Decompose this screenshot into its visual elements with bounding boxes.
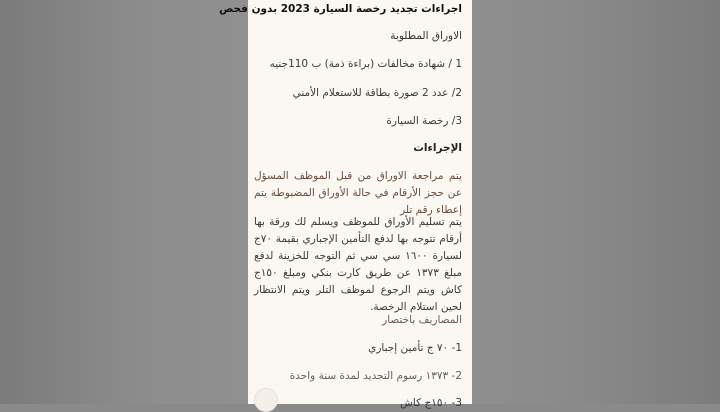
procedure-paragraph-2: يتم تسليم الأوراق للموظف ويسلم لك ورقة بها أرقام تتوجه بها لدفع التأمين الإجباري بقيمة ٧٠ج لسيارة ١٦٠٠ سي سي ثم التوجه للخزينة لدفع مبلغ ١٣٧٣ عن طريق كارت بنكي ومبلغ ١٥٠ج كاش ويتم الرجوع لموظف التلر ويتم الانتظار لحين استلام الرخصة. bbox=[254, 216, 463, 313]
fee-item-2: 2- ١٣٧٣ رسوم التجديد لمدة سنة واحدة bbox=[289, 370, 462, 382]
fee-item-3: 3- ١٥٠ج كاش bbox=[400, 397, 462, 409]
fee-item-1: 1- ٧٠ ج تأمين إجباري bbox=[368, 342, 462, 354]
paper-item-1: 1 / شهادة مخالفات (براءة ذمة) ب 110جنيه bbox=[269, 58, 462, 70]
circle-icon bbox=[254, 388, 278, 412]
procedures-heading: الإجراءات bbox=[413, 142, 462, 154]
paper-item-3: 3/ رخصة السيارة bbox=[386, 115, 462, 127]
document-title: اجراءات تجديد رخصة السيارة 2023 بدون فحص bbox=[219, 3, 462, 15]
document-screen[interactable] bbox=[219, 0, 472, 409]
papers-heading: الاوراق المطلوبة bbox=[390, 30, 462, 42]
procedure-paragraph-1: يتم مراجعة الاوراق من قبل الموظف المسؤل عن حجز الأرقام في حالة الأوراق المضبوطة يتم إعطاء رقم تلر bbox=[254, 170, 462, 216]
paper-item-2: 2/ عدد 2 صورة بطاقة للاستعلام الأمني bbox=[292, 87, 462, 99]
fees-heading: المصاريف باختصار bbox=[382, 314, 462, 326]
